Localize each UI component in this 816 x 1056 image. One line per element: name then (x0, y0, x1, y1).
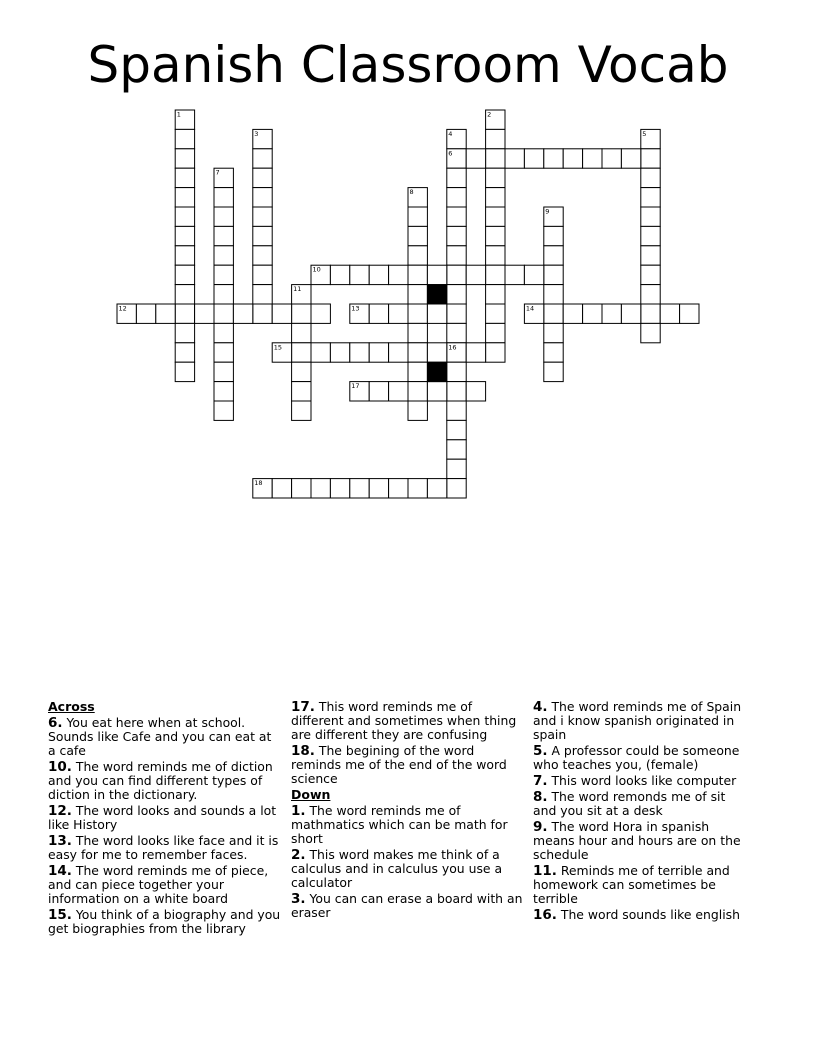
grid-cell[interactable] (253, 265, 272, 284)
grid-cell[interactable] (175, 149, 194, 168)
clue-number: 5. (533, 743, 548, 759)
grid-cell[interactable] (233, 304, 252, 323)
clue-text: The word sounds like english (560, 907, 740, 922)
grid-cell[interactable] (447, 420, 466, 439)
cell-number: 9 (545, 207, 550, 216)
grid-cell[interactable] (447, 285, 466, 304)
clue-number: 18. (291, 743, 315, 759)
clue-text: The word looks like face and it is easy for me to remember faces. (48, 833, 279, 862)
grid-cell[interactable] (466, 149, 485, 168)
grid-cell[interactable] (408, 479, 427, 498)
grid-cell[interactable] (563, 304, 582, 323)
grid-cell[interactable] (350, 265, 369, 284)
grid-cell[interactable] (175, 362, 194, 381)
grid-cell[interactable] (408, 207, 427, 226)
grid-cell[interactable] (486, 343, 505, 362)
cell-number: 17 (351, 382, 360, 391)
grid-cell[interactable] (369, 343, 388, 362)
grid-cell[interactable] (175, 323, 194, 342)
grid-cell[interactable] (408, 304, 427, 323)
grid-cell[interactable] (447, 188, 466, 207)
clue-text: This word looks like computer (551, 773, 737, 788)
grid-cell[interactable] (544, 304, 563, 323)
grid-cell[interactable] (447, 401, 466, 420)
grid-cell[interactable] (466, 265, 485, 284)
grid-cell[interactable] (486, 226, 505, 245)
page-title: Spanish Classroom Vocab (87, 36, 729, 94)
clue-number: 6. (48, 715, 63, 731)
clue-number: 17. (291, 699, 315, 715)
grid-cell[interactable] (292, 362, 311, 381)
grid-cell[interactable] (602, 304, 621, 323)
clue-number: 9. (533, 819, 548, 835)
clue-across-14 (48, 864, 282, 906)
clue-text: The word reminds me of Spain and i know spanish originated in spain (533, 699, 742, 742)
grid-cell[interactable] (447, 226, 466, 245)
grid-cell[interactable] (408, 285, 427, 304)
clue-across-15 (48, 908, 282, 936)
cell-number: 8 (409, 188, 414, 197)
grid-cell[interactable] (447, 265, 466, 284)
blocked-cell (427, 362, 446, 381)
grid-cell[interactable] (330, 479, 349, 498)
cell-number: 16 (448, 343, 457, 352)
clue-column-3 (533, 700, 748, 924)
cell-number: 7 (215, 168, 220, 177)
clue-across-18 (291, 744, 527, 786)
cell-number: 3 (254, 129, 259, 138)
clue-down-9 (533, 820, 748, 862)
cell-number: 10 (312, 265, 321, 274)
grid-cell[interactable] (369, 265, 388, 284)
grid-cell[interactable] (447, 479, 466, 498)
cell-number: 18 (254, 479, 263, 488)
grid-cell[interactable] (253, 246, 272, 265)
grid-cell[interactable] (292, 323, 311, 342)
grid-cell[interactable] (427, 382, 446, 401)
grid-cell[interactable] (292, 382, 311, 401)
cell-number: 2 (487, 110, 492, 119)
grid-cell[interactable] (486, 285, 505, 304)
clue-number: 1. (291, 803, 306, 819)
grid-cell[interactable] (466, 382, 485, 401)
grid-cell[interactable] (447, 459, 466, 478)
grid-cell[interactable] (253, 149, 272, 168)
grid-cell[interactable] (447, 168, 466, 187)
grid-cell[interactable] (641, 323, 660, 342)
grid-cell[interactable] (602, 149, 621, 168)
grid-cell[interactable] (680, 304, 699, 323)
grid-cell[interactable] (466, 343, 485, 362)
grid-cell[interactable] (369, 304, 388, 323)
grid-cell[interactable] (292, 401, 311, 420)
clue-down-1 (291, 804, 527, 846)
across-heading: Across (48, 699, 95, 714)
clue-text: You think of a biography and you get biographies from the library (48, 907, 281, 936)
clue-down-11 (533, 864, 748, 906)
clue-column-1 (48, 700, 282, 938)
clue-column-2 (291, 700, 527, 922)
grid-cell[interactable] (175, 265, 194, 284)
clue-across-12 (48, 804, 282, 832)
grid-cell[interactable] (641, 168, 660, 187)
grid-cell[interactable] (408, 401, 427, 420)
grid-cell[interactable] (214, 382, 233, 401)
grid-cell[interactable] (214, 401, 233, 420)
grid-cell[interactable] (311, 343, 330, 362)
cell-number: 13 (351, 304, 360, 313)
grid-cell[interactable] (641, 265, 660, 284)
grid-cell[interactable] (253, 188, 272, 207)
grid-cell[interactable] (544, 323, 563, 342)
grid-cell[interactable] (214, 343, 233, 362)
grid-cell[interactable] (292, 343, 311, 362)
cell-number: 14 (525, 304, 535, 313)
grid-cell[interactable] (330, 265, 349, 284)
grid-cell[interactable] (253, 304, 272, 323)
clue-number: 12. (48, 803, 72, 819)
grid-cell[interactable] (447, 323, 466, 342)
clue-number: 16. (533, 907, 557, 923)
clue-text: You eat here when at school. Sounds like Cafe and you can eat at a cafe (48, 715, 272, 758)
grid-cell[interactable] (544, 362, 563, 381)
cell-number: 4 (448, 129, 453, 138)
grid-cell[interactable] (408, 343, 427, 362)
grid-cell[interactable] (447, 362, 466, 381)
grid-cell[interactable] (253, 285, 272, 304)
clue-across-13 (48, 834, 282, 862)
clue-number: 10. (48, 759, 72, 775)
grid-cell[interactable] (156, 304, 175, 323)
clue-down-5 (533, 744, 748, 772)
grid-cell[interactable] (311, 479, 330, 498)
grid-cell[interactable] (486, 323, 505, 342)
clue-number: 3. (291, 891, 306, 907)
grid-cell[interactable] (175, 343, 194, 362)
grid-cell[interactable] (641, 226, 660, 245)
grid-cell[interactable] (408, 246, 427, 265)
grid-cell[interactable] (447, 382, 466, 401)
grid-cell[interactable] (486, 149, 505, 168)
grid-cell[interactable] (447, 207, 466, 226)
grid-cell[interactable] (486, 246, 505, 265)
clue-text: The word reminds me of piece, and can piece together your information on a white board (48, 863, 269, 906)
cell-number: 12 (118, 304, 127, 313)
grid-cell[interactable] (408, 226, 427, 245)
grid-cell[interactable] (175, 285, 194, 304)
grid-cell[interactable] (175, 188, 194, 207)
grid-cell[interactable] (641, 285, 660, 304)
down-heading: Down (291, 787, 331, 802)
grid-cell[interactable] (524, 149, 543, 168)
grid-cell[interactable] (641, 246, 660, 265)
grid-cell[interactable] (389, 382, 408, 401)
grid-cell[interactable] (311, 304, 330, 323)
grid-cell[interactable] (408, 323, 427, 342)
grid-cell[interactable] (408, 382, 427, 401)
grid-cell[interactable] (505, 265, 524, 284)
clue-across-6 (48, 716, 282, 758)
grid-cell[interactable] (427, 304, 446, 323)
grid-cell[interactable] (641, 149, 660, 168)
grid-cell[interactable] (214, 323, 233, 342)
grid-cell[interactable] (544, 343, 563, 362)
grid-cell[interactable] (253, 207, 272, 226)
clue-number: 11. (533, 863, 557, 879)
grid-cell[interactable] (389, 479, 408, 498)
grid-cell[interactable] (175, 226, 194, 245)
grid-cell[interactable] (214, 362, 233, 381)
grid-cell[interactable] (214, 188, 233, 207)
clue-text: The word looks and sounds a lot like History (48, 803, 277, 832)
grid-cell[interactable] (408, 362, 427, 381)
grid-cell[interactable] (621, 304, 640, 323)
grid-cell[interactable] (544, 246, 563, 265)
grid-cell[interactable] (369, 382, 388, 401)
grid-cell[interactable] (408, 265, 427, 284)
grid-cell[interactable] (660, 304, 679, 323)
grid-cell[interactable] (486, 168, 505, 187)
blocked-cell (427, 285, 446, 304)
grid-cell[interactable] (214, 246, 233, 265)
grid-cell[interactable] (544, 149, 563, 168)
grid-cell[interactable] (583, 304, 602, 323)
grid-cell[interactable] (389, 343, 408, 362)
grid-cell[interactable] (486, 265, 505, 284)
clue-across-10 (48, 760, 282, 802)
grid-cell[interactable] (389, 304, 408, 323)
grid-cell[interactable] (272, 479, 291, 498)
grid-cell[interactable] (447, 440, 466, 459)
grid-cell[interactable] (253, 226, 272, 245)
grid-cell[interactable] (369, 479, 388, 498)
clue-number: 15. (48, 907, 72, 923)
grid-cell[interactable] (427, 343, 446, 362)
grid-cell[interactable] (427, 265, 446, 284)
clue-text: The begining of the word reminds me of the end of the word science (291, 743, 507, 786)
grid-cell[interactable] (447, 246, 466, 265)
grid-cell[interactable] (350, 343, 369, 362)
clue-number: 2. (291, 847, 306, 863)
grid-cell[interactable] (175, 129, 194, 148)
cell-number: 11 (293, 285, 302, 294)
grid-cell[interactable] (544, 285, 563, 304)
grid-cell[interactable] (175, 207, 194, 226)
grid-cell[interactable] (563, 149, 582, 168)
grid-cell[interactable] (544, 226, 563, 245)
grid-cell[interactable] (195, 304, 214, 323)
clue-text: Reminds me of terrible and homework can sometimes be terrible (533, 863, 730, 906)
grid-cell[interactable] (486, 304, 505, 323)
grid-cell[interactable] (621, 149, 640, 168)
clue-text: A professor could be someone who teaches you, (female) (533, 743, 740, 772)
clue-down-7 (533, 774, 748, 788)
grid-cell[interactable] (447, 304, 466, 323)
grid-cell[interactable] (350, 479, 369, 498)
clue-number: 8. (533, 789, 548, 805)
grid-cell[interactable] (641, 188, 660, 207)
crossword-grid[interactable] (0, 0, 816, 520)
grid-cell[interactable] (641, 304, 660, 323)
clue-number: 13. (48, 833, 72, 849)
clue-number: 14. (48, 863, 72, 879)
clue-text: The word Hora in spanish means hour and hours are on the schedule (533, 819, 741, 862)
clue-text: You can can erase a board with an eraser (291, 891, 523, 920)
grid-cell[interactable] (214, 304, 233, 323)
grid-cell[interactable] (272, 304, 291, 323)
grid-cell[interactable] (486, 129, 505, 148)
grid-cell[interactable] (427, 479, 446, 498)
grid-cell[interactable] (175, 246, 194, 265)
clue-text: The word remonds me of sit and you sit at a desk (533, 789, 726, 818)
grid-cell[interactable] (486, 207, 505, 226)
grid-cell[interactable] (330, 343, 349, 362)
cell-number: 5 (642, 129, 647, 138)
grid-cell[interactable] (292, 479, 311, 498)
grid-cell[interactable] (544, 265, 563, 284)
grid-cell[interactable] (253, 168, 272, 187)
cell-number: 15 (273, 343, 282, 352)
clue-down-4 (533, 700, 748, 742)
grid-cell[interactable] (214, 265, 233, 284)
grid-cell[interactable] (389, 265, 408, 284)
clue-down-3 (291, 892, 527, 920)
clue-number: 7. (533, 773, 548, 789)
grid-cell[interactable] (214, 207, 233, 226)
grid-cell[interactable] (175, 168, 194, 187)
grid-cell[interactable] (583, 149, 602, 168)
cell-number: 1 (176, 110, 181, 119)
grid-cell[interactable] (214, 285, 233, 304)
clue-text: The word reminds me of diction and you can find different types of diction in the dictionary. (48, 759, 273, 802)
grid-cell[interactable] (175, 304, 194, 323)
grid-cell[interactable] (641, 207, 660, 226)
clue-down-8 (533, 790, 748, 818)
clue-number: 4. (533, 699, 548, 715)
grid-cell[interactable] (524, 265, 543, 284)
grid-cell[interactable] (486, 188, 505, 207)
grid-cell[interactable] (136, 304, 155, 323)
clue-text: This word makes me think of a calculus and in calculus you use a calculator (291, 847, 503, 890)
clue-down-2 (291, 848, 527, 890)
grid-cell[interactable] (505, 149, 524, 168)
clue-text: This word reminds me of different and sometimes when thing are different they are confusing (291, 699, 517, 742)
cell-number: 6 (448, 149, 453, 158)
grid-cell[interactable] (214, 226, 233, 245)
clue-down-16 (533, 908, 748, 922)
clue-text: The word reminds me of mathmatics which can be math for short (291, 803, 508, 846)
clue-across-17 (291, 700, 527, 742)
grid-cell[interactable] (292, 304, 311, 323)
